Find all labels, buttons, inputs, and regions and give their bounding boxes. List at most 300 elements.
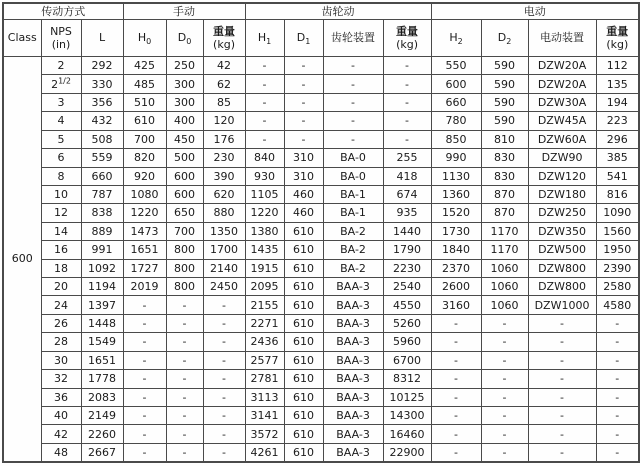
data-cell: DZW60A	[528, 130, 596, 148]
header-line: 重量	[606, 24, 629, 38]
data-cell: -	[383, 75, 431, 93]
data-cell: 889	[81, 222, 123, 240]
header-cell: 齿轮装置	[323, 20, 383, 57]
data-cell: 1060	[481, 296, 528, 314]
table-row	[3, 75, 639, 93]
data-cell: -	[245, 57, 284, 75]
data-cell: 816	[596, 185, 639, 203]
data-cell: 432	[81, 112, 123, 130]
header-cell: Class	[3, 20, 41, 57]
data-cell: 2580	[596, 278, 639, 296]
data-cell: 292	[81, 57, 123, 75]
data-cell: 1700	[203, 241, 245, 259]
data-cell: 1360	[431, 185, 481, 203]
data-cell: -	[596, 333, 639, 351]
data-cell: -	[245, 130, 284, 148]
data-cell: -	[431, 425, 481, 443]
data-cell: -	[166, 443, 203, 462]
data-cell: 787	[81, 185, 123, 203]
header-symbol: H	[449, 31, 458, 45]
header-line: 重量	[213, 24, 236, 38]
data-cell: 600	[166, 185, 203, 203]
data-cell: 310	[284, 167, 323, 185]
data-cell: 1727	[123, 259, 166, 277]
data-cell: 541	[596, 167, 639, 185]
data-cell: 176	[203, 130, 245, 148]
nps-cell: 48	[41, 443, 81, 462]
data-cell: 700	[166, 222, 203, 240]
data-cell: -	[203, 443, 245, 462]
data-cell: -	[284, 130, 323, 148]
data-cell: -	[323, 93, 383, 111]
data-cell: 610	[284, 296, 323, 314]
nps-cell: 4	[41, 112, 81, 130]
data-cell: 1220	[245, 204, 284, 222]
data-cell: -	[284, 57, 323, 75]
data-cell: -	[431, 351, 481, 369]
data-cell: -	[203, 314, 245, 332]
data-cell: 1130	[431, 167, 481, 185]
data-cell: 4580	[596, 296, 639, 314]
data-cell: BA-1	[323, 204, 383, 222]
data-cell: 3141	[245, 407, 284, 425]
data-cell: 990	[431, 149, 481, 167]
data-cell: 500	[166, 149, 203, 167]
data-cell: 650	[166, 204, 203, 222]
data-cell: -	[323, 57, 383, 75]
header-cell	[481, 20, 528, 57]
data-cell: 1440	[383, 222, 431, 240]
data-cell: 10125	[383, 388, 431, 406]
table-row	[3, 425, 639, 443]
data-cell: -	[431, 407, 481, 425]
data-cell: 600	[166, 167, 203, 185]
data-cell: 830	[481, 149, 528, 167]
data-cell: BAA-3	[323, 278, 383, 296]
data-cell: 800	[166, 278, 203, 296]
data-cell: 1790	[383, 241, 431, 259]
data-cell: 330	[81, 75, 123, 93]
data-cell: 2540	[383, 278, 431, 296]
data-cell: BAA-3	[323, 443, 383, 462]
data-cell: 2577	[245, 351, 284, 369]
data-cell: -	[481, 370, 528, 388]
data-cell: -	[528, 351, 596, 369]
data-cell: DZW250	[528, 204, 596, 222]
data-cell: 2260	[81, 425, 123, 443]
data-cell: 2140	[203, 259, 245, 277]
data-cell: -	[166, 425, 203, 443]
data-cell: 1520	[431, 204, 481, 222]
data-cell: -	[323, 112, 383, 130]
data-cell: -	[383, 93, 431, 111]
data-cell: 920	[123, 167, 166, 185]
data-cell: 700	[123, 130, 166, 148]
table-row	[3, 259, 639, 277]
header-cell	[383, 20, 431, 57]
header-cell	[166, 20, 203, 57]
header-cell	[596, 20, 639, 57]
data-cell: 610	[284, 278, 323, 296]
data-cell: 590	[481, 57, 528, 75]
data-cell: 590	[481, 112, 528, 130]
table-row	[3, 93, 639, 111]
data-cell: -	[123, 407, 166, 425]
data-cell: 3113	[245, 388, 284, 406]
nps-cell: 12	[41, 204, 81, 222]
data-cell: -	[383, 57, 431, 75]
data-cell: 610	[284, 351, 323, 369]
data-cell: 5260	[383, 314, 431, 332]
data-cell: 810	[481, 130, 528, 148]
data-cell: 610	[284, 241, 323, 259]
data-cell: 425	[123, 57, 166, 75]
data-cell: 838	[81, 204, 123, 222]
data-cell: 3160	[431, 296, 481, 314]
data-cell: 300	[166, 93, 203, 111]
table-row	[3, 296, 639, 314]
data-cell: DZW800	[528, 278, 596, 296]
nps-fraction: 1/2	[58, 75, 71, 85]
data-cell: 590	[481, 93, 528, 111]
data-cell: -	[203, 370, 245, 388]
data-cell: 1380	[245, 222, 284, 240]
table-body	[3, 57, 639, 463]
data-cell: 250	[166, 57, 203, 75]
data-cell: 485	[123, 75, 166, 93]
data-cell: -	[123, 314, 166, 332]
data-cell: 1105	[245, 185, 284, 203]
data-cell: DZW350	[528, 222, 596, 240]
data-cell: 62	[203, 75, 245, 93]
data-cell: -	[166, 370, 203, 388]
data-cell: -	[203, 425, 245, 443]
data-cell: 820	[123, 149, 166, 167]
data-cell: -	[203, 407, 245, 425]
data-cell: 85	[203, 93, 245, 111]
table-row	[3, 314, 639, 332]
data-cell: -	[284, 75, 323, 93]
data-cell: 296	[596, 130, 639, 148]
data-cell: -	[596, 407, 639, 425]
data-cell: 559	[81, 149, 123, 167]
data-cell: 780	[431, 112, 481, 130]
data-cell: 991	[81, 241, 123, 259]
data-cell: BA-2	[323, 259, 383, 277]
data-cell: 870	[481, 185, 528, 203]
nps-cell: 24	[41, 296, 81, 314]
nps-cell: 42	[41, 425, 81, 443]
table-row	[3, 407, 639, 425]
data-cell: -	[528, 425, 596, 443]
data-cell: 2667	[81, 443, 123, 462]
data-cell: -	[203, 388, 245, 406]
data-cell: -	[245, 93, 284, 111]
data-cell: 1080	[123, 185, 166, 203]
data-cell: 255	[383, 149, 431, 167]
data-cell: 935	[383, 204, 431, 222]
data-cell: -	[596, 443, 639, 462]
data-cell: 610	[284, 314, 323, 332]
data-cell: 1090	[596, 204, 639, 222]
table-row	[3, 130, 639, 148]
header-symbol: H	[257, 31, 267, 45]
data-cell: BAA-3	[323, 314, 383, 332]
data-cell: 2781	[245, 370, 284, 388]
data-cell: -	[481, 314, 528, 332]
data-cell: 385	[596, 149, 639, 167]
data-cell: 1651	[81, 351, 123, 369]
table-row	[3, 167, 639, 185]
table-header	[3, 3, 639, 57]
data-cell: BAA-3	[323, 388, 383, 406]
data-cell: -	[528, 314, 596, 332]
data-cell: 510	[123, 93, 166, 111]
data-cell: 610	[284, 222, 323, 240]
data-cell: DZW180	[528, 185, 596, 203]
header-group-row	[3, 3, 639, 20]
data-cell: 1730	[431, 222, 481, 240]
nps-cell: 5	[41, 130, 81, 148]
data-cell: -	[166, 388, 203, 406]
data-cell: -	[431, 388, 481, 406]
data-cell: 300	[166, 75, 203, 93]
data-cell: -	[528, 443, 596, 462]
data-cell: 610	[284, 370, 323, 388]
data-cell: BA-2	[323, 222, 383, 240]
header-line: NPS	[50, 24, 72, 38]
data-cell: 1560	[596, 222, 639, 240]
data-cell: 223	[596, 112, 639, 130]
header-group-cell: 手动	[123, 3, 245, 20]
data-cell: -	[123, 443, 166, 462]
data-cell: -	[528, 333, 596, 351]
data-cell: -	[245, 75, 284, 93]
data-cell: 1194	[81, 278, 123, 296]
nps-cell: 32	[41, 370, 81, 388]
data-cell: 610	[284, 333, 323, 351]
header-symbol: D	[296, 31, 306, 45]
header-group-cell: 齿轮动	[245, 3, 431, 20]
data-cell: 1435	[245, 241, 284, 259]
data-cell: -	[166, 314, 203, 332]
data-cell: 112	[596, 57, 639, 75]
nps-cell: 28	[41, 333, 81, 351]
table-row	[3, 185, 639, 203]
data-cell: -	[431, 314, 481, 332]
data-cell: 230	[203, 149, 245, 167]
header-cell	[284, 20, 323, 57]
data-cell: -	[166, 333, 203, 351]
nps-cell: 20	[41, 278, 81, 296]
nps-cell: 26	[41, 314, 81, 332]
table-row	[3, 222, 639, 240]
nps-cell: 14	[41, 222, 81, 240]
nps-cell: 10	[41, 185, 81, 203]
table-row	[3, 278, 639, 296]
data-cell: -	[481, 407, 528, 425]
data-cell: BA-0	[323, 167, 383, 185]
data-cell: 4550	[383, 296, 431, 314]
data-cell: 850	[431, 130, 481, 148]
header-cell	[123, 20, 166, 57]
header-subscript: 0	[186, 37, 192, 47]
data-cell: -	[481, 388, 528, 406]
data-cell: 1651	[123, 241, 166, 259]
data-cell: 194	[596, 93, 639, 111]
nps-cell: 8	[41, 167, 81, 185]
data-cell: 610	[284, 259, 323, 277]
data-cell: 22900	[383, 443, 431, 462]
data-cell: BAA-3	[323, 351, 383, 369]
data-cell: BA-2	[323, 241, 383, 259]
table-row	[3, 443, 639, 462]
data-cell: DZW30A	[528, 93, 596, 111]
data-cell: -	[383, 130, 431, 148]
data-cell: 610	[284, 425, 323, 443]
data-cell: 660	[81, 167, 123, 185]
data-cell: -	[481, 425, 528, 443]
data-cell: 450	[166, 130, 203, 148]
data-cell: 2230	[383, 259, 431, 277]
data-cell: 2390	[596, 259, 639, 277]
data-cell: 3572	[245, 425, 284, 443]
data-cell: 1170	[481, 222, 528, 240]
data-cell: 1220	[123, 204, 166, 222]
nps-cell: 16	[41, 241, 81, 259]
data-cell: BAA-3	[323, 407, 383, 425]
data-cell: -	[123, 351, 166, 369]
data-cell: -	[203, 333, 245, 351]
header-line: (kg)	[396, 38, 418, 51]
data-cell: BAA-3	[323, 425, 383, 443]
data-cell: 16460	[383, 425, 431, 443]
data-cell: 830	[481, 167, 528, 185]
data-cell: 4261	[245, 443, 284, 462]
valve-spec-table	[2, 2, 640, 463]
data-cell: 1092	[81, 259, 123, 277]
data-cell: 42	[203, 57, 245, 75]
data-cell: 550	[431, 57, 481, 75]
data-cell: 674	[383, 185, 431, 203]
data-cell: -	[528, 407, 596, 425]
data-cell: 610	[284, 443, 323, 462]
data-cell: 1350	[203, 222, 245, 240]
data-cell: BAA-3	[323, 370, 383, 388]
data-cell: 2095	[245, 278, 284, 296]
data-cell: 8312	[383, 370, 431, 388]
data-cell: -	[166, 296, 203, 314]
data-cell: -	[123, 370, 166, 388]
table-row	[3, 388, 639, 406]
data-cell: -	[123, 296, 166, 314]
data-cell: BAA-3	[323, 296, 383, 314]
data-cell: -	[123, 333, 166, 351]
table-row	[3, 370, 639, 388]
data-cell: 14300	[383, 407, 431, 425]
header-cell	[41, 20, 81, 57]
nps-cell: 2	[41, 57, 81, 75]
data-cell: 930	[245, 167, 284, 185]
data-cell: -	[166, 407, 203, 425]
data-cell: 880	[203, 204, 245, 222]
data-cell: 135	[596, 75, 639, 93]
header-cell	[203, 20, 245, 57]
data-cell: 356	[81, 93, 123, 111]
nps-cell	[41, 75, 81, 93]
nps-cell: 36	[41, 388, 81, 406]
data-cell: BA-1	[323, 185, 383, 203]
data-cell: 1778	[81, 370, 123, 388]
data-cell: 870	[481, 204, 528, 222]
header-subscript: 1	[305, 37, 311, 47]
data-cell: 600	[431, 75, 481, 93]
header-subscript: 2	[457, 37, 463, 47]
header-symbol: D	[497, 31, 507, 45]
data-cell: -	[528, 370, 596, 388]
data-cell: BA-0	[323, 149, 383, 167]
data-cell: 1060	[481, 259, 528, 277]
data-cell: -	[596, 388, 639, 406]
data-cell: 2155	[245, 296, 284, 314]
data-cell: 400	[166, 112, 203, 130]
data-cell: 840	[245, 149, 284, 167]
header-cell: 电动装置	[528, 20, 596, 57]
data-cell: -	[123, 425, 166, 443]
nps-cell: 40	[41, 407, 81, 425]
data-cell: 5960	[383, 333, 431, 351]
data-cell: 1549	[81, 333, 123, 351]
header-group-cell: 电动	[431, 3, 639, 20]
header-cell: L	[81, 20, 123, 57]
data-cell: 310	[284, 149, 323, 167]
data-cell: BAA-3	[323, 333, 383, 351]
data-cell: 1950	[596, 241, 639, 259]
data-cell: -	[323, 130, 383, 148]
table-row	[3, 204, 639, 222]
data-cell: -	[284, 93, 323, 111]
header-subscript: 2	[506, 37, 512, 47]
data-cell: 2450	[203, 278, 245, 296]
data-cell: -	[123, 388, 166, 406]
data-cell: -	[481, 351, 528, 369]
header-line: (kg)	[213, 38, 235, 51]
data-cell: 460	[284, 185, 323, 203]
data-cell: DZW800	[528, 259, 596, 277]
data-cell: -	[323, 75, 383, 93]
table-row	[3, 241, 639, 259]
table-row	[3, 112, 639, 130]
data-cell: -	[166, 351, 203, 369]
header-line: 重量	[396, 24, 419, 38]
header-symbol: D	[177, 31, 187, 45]
data-cell: -	[431, 333, 481, 351]
nps-cell: 18	[41, 259, 81, 277]
header-line: (kg)	[606, 38, 629, 51]
table-row	[3, 351, 639, 369]
table-row	[3, 57, 639, 75]
header-group-cell: 传动方式	[3, 3, 123, 20]
data-cell: -	[481, 333, 528, 351]
data-cell: 800	[166, 259, 203, 277]
data-cell: 418	[383, 167, 431, 185]
data-cell: -	[431, 443, 481, 462]
data-cell: 6700	[383, 351, 431, 369]
data-cell: DZW500	[528, 241, 596, 259]
data-cell: 508	[81, 130, 123, 148]
data-cell: -	[203, 351, 245, 369]
data-cell: 610	[123, 112, 166, 130]
